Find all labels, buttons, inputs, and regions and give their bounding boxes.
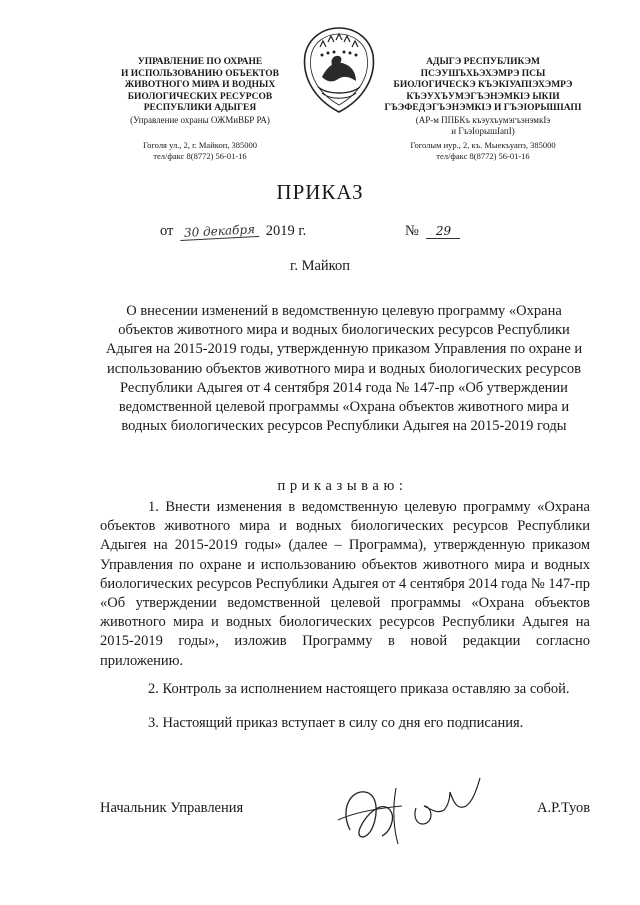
- header-left-phone: тел/факс 8(8772) 56-01-16: [153, 151, 247, 161]
- number-prefix: №: [405, 223, 419, 239]
- date-prefix: от: [160, 223, 174, 239]
- order-point-2: 2. Контроль за исполнением настоящего приказа оставляю за собой.: [148, 681, 570, 697]
- header-right-contacts: [366, 140, 600, 162]
- header-left-line: И ИСПОЛЬЗОВАНИЮ ОБЪЕКТОВ: [121, 68, 279, 79]
- header-left-contacts: [100, 140, 300, 162]
- signatory-name: А.Р.Туов: [537, 800, 591, 816]
- header-left-short-name: (Управление охраны ОЖМиВБР РА): [130, 114, 270, 125]
- signatory-position: Начальник Управления: [100, 800, 244, 816]
- order-date: [160, 223, 306, 240]
- header-right-short-name: (АР-м ППБКъ къэухъумэгъэнэмкIэ: [415, 114, 551, 125]
- order-point-3: 3. Настоящий приказ вступает в силу со дня его подписания.: [148, 715, 524, 731]
- header-right-phone: тел/факс 8(8772) 56-01-16: [436, 150, 530, 161]
- header-right-line: ГЪЭФЕДЭГЪЭНЭМКIЭ И ГЪЭIОРЫШIАПI: [384, 103, 582, 113]
- header-left-line: ЖИВОТНОГО МИРА И ВОДНЫХ: [124, 80, 276, 90]
- header-right-line: КЪЭУХЪУМЭГЪЭНЭМКIЭ ЫКIИ: [406, 91, 560, 102]
- document-title: ПРИКАЗ: [276, 180, 364, 204]
- order-subject: О внесении изменений в ведомственную целевую программу «Охрана объектов животного мира и водных биологических ресурсов Республики Адыгея на 2015-2019 годы, утвержденную приказом Управления по охране и использованию объектов животного мира и водных биологических ресурсов Республики Адыгея от 4 сентября 2014 года № 147-пр «Об утверждении ведомственной целевой программы «Охрана объектов животного мира и водных биологических ресурсов Республики Адыгея на 2015-2019 годы: [105, 303, 583, 435]
- header-left-address: Гоголя ул., 2, г. Майкоп, 385000: [142, 140, 257, 150]
- header-right-line: ПСЭУШЪХЬЭХЭМРЭ ПСЫ: [420, 68, 546, 79]
- handwritten-signature: [320, 770, 510, 860]
- header-right-line: БИОЛОГИЧЕСКЭ КЪЭКIУАПIЭХЭМРЭ: [393, 80, 573, 90]
- city-line: г. Майкоп: [290, 258, 350, 274]
- header-right-short-name-2: и ГъэIорышIапI): [451, 126, 515, 136]
- header-left-block: [100, 57, 300, 162]
- header-right-block: [366, 57, 600, 162]
- handwritten-date: 30 декабря: [180, 222, 260, 241]
- handwritten-number: 29: [426, 224, 460, 239]
- date-year: 2019 г.: [265, 223, 307, 239]
- header-right-line: АДЫГЭ РЕСПУБЛИКЭМ: [426, 57, 540, 67]
- header-right-address: Гоголым иур., 2, къ. Мыекъуапэ, 385000: [410, 139, 556, 150]
- header-left-line: БИОЛОГИЧЕСКИХ РЕСУРСОВ: [127, 91, 273, 102]
- header-left-line: РЕСПУБЛИКИ АДЫГЕЯ: [143, 103, 257, 113]
- order-point-1: 1. Внести изменения в ведомственную целевую программу «Охрана объектов животного мира и водных биологических ресурсов Республики Адыгея на 2015-2019 годы» (далее – Программа), утвержденную приказом Управления по охране и использованию объектов животного мира и водных биологических ресурсов Республики Адыгея от 4 сентября 2014 года № 147-пр «Об утверждении ведомственной целевой программы «Охрана объектов животного мира и водных биологических ресурсов Республики Адыгея на 2015-2019 годы», изложив Программу в новой редакции согласно приложению.: [100, 499, 590, 669]
- order-verb: приказываю:: [277, 478, 408, 494]
- header-left-line: УПРАВЛЕНИЕ ПО ОХРАНЕ: [137, 57, 263, 67]
- order-number: [405, 223, 460, 240]
